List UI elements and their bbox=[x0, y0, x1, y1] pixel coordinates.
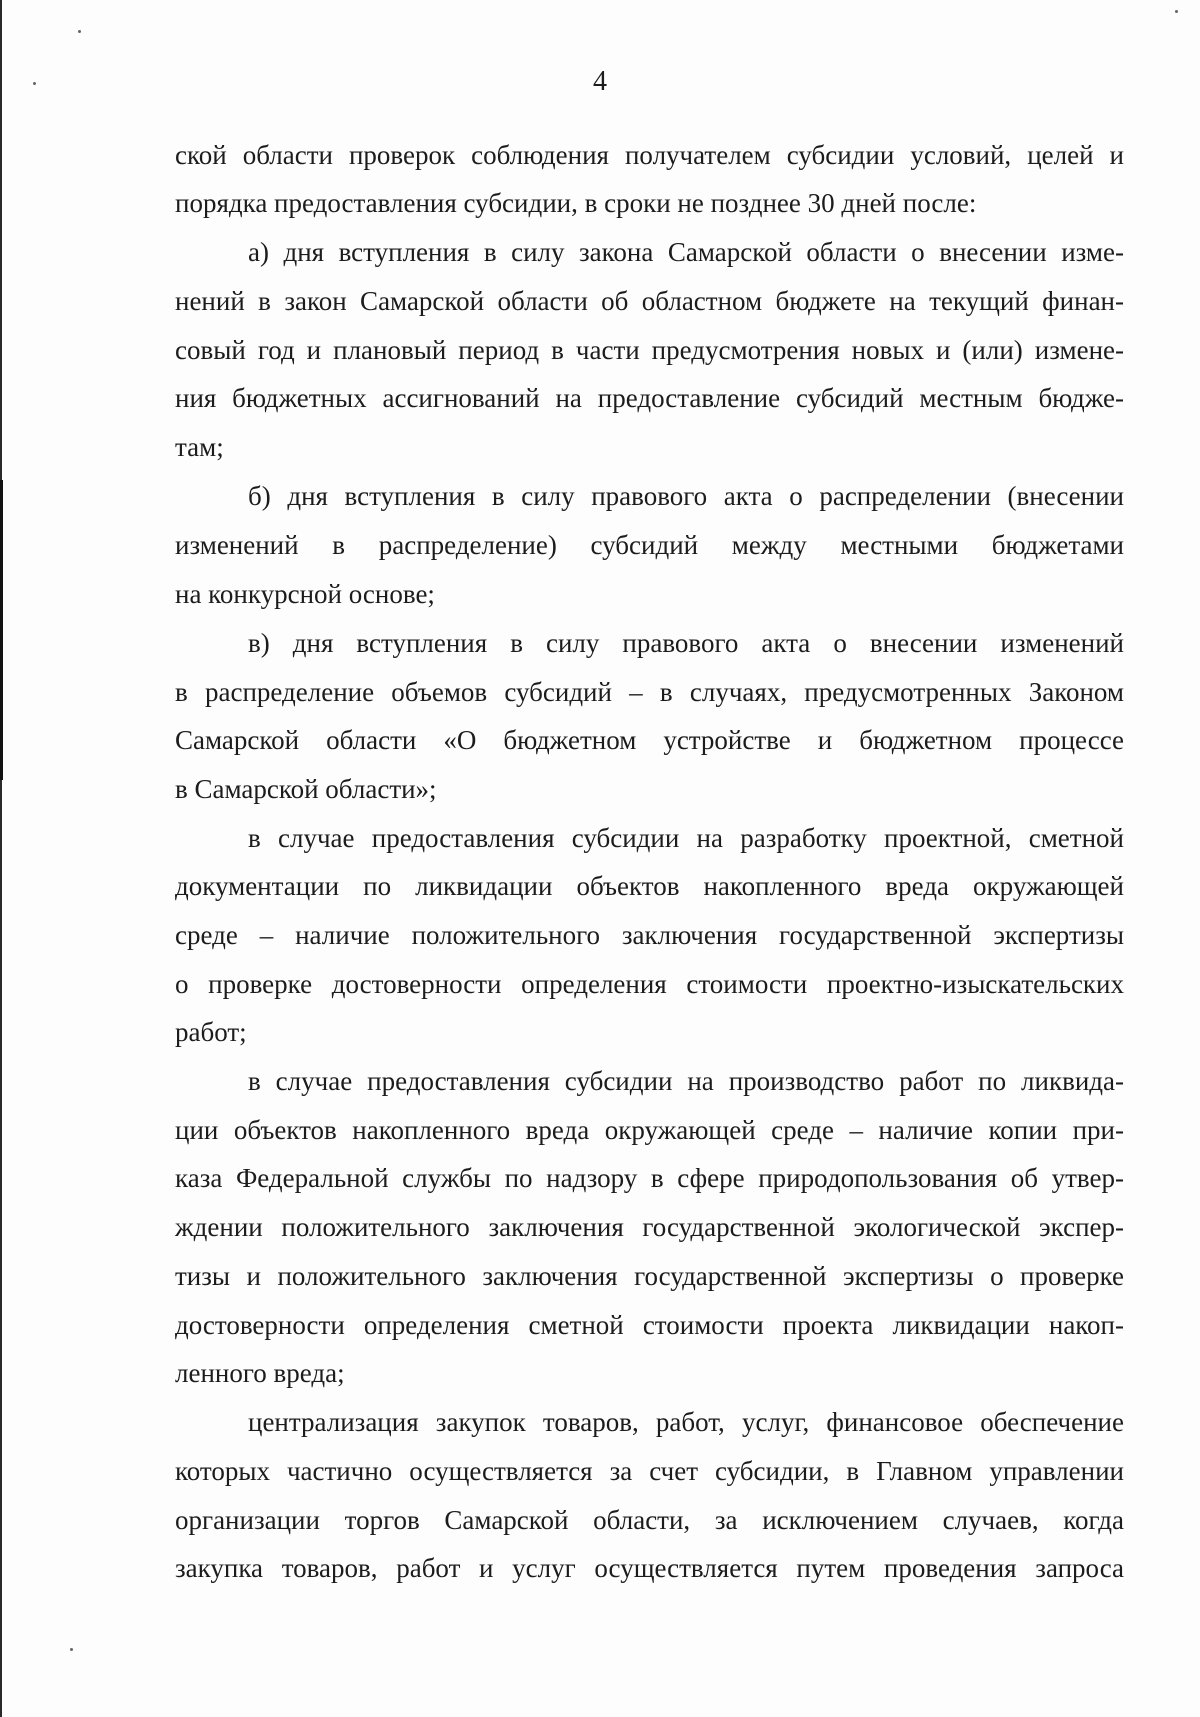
scan-left-edge bbox=[0, 0, 2, 1717]
text-line: которых частично осуществляется за счет субсидии, в Главном управлении bbox=[175, 1456, 1124, 1486]
text-line: ния бюджетных ассигнований на предоставление субсидий местным бюдже- bbox=[175, 383, 1124, 413]
text-line: б) дня вступления в силу правового акта о распределении (внесении bbox=[248, 481, 1124, 511]
text-line: достоверности определения сметной стоимости проекта ликвидации накоп- bbox=[175, 1310, 1124, 1340]
text-line: ждении положительного заключения государственной экологической экспер- bbox=[175, 1212, 1124, 1242]
text-line: среде – наличие положительного заключения государственной экспертизы bbox=[175, 920, 1124, 950]
text-line: Самарской области «О бюджетном устройстве и бюджетном процессе bbox=[175, 725, 1124, 755]
scan-edge-shadow bbox=[0, 480, 3, 780]
text-line: изменений в распределение) субсидий между местными бюджетами bbox=[175, 530, 1124, 560]
text-line: работ; bbox=[175, 1017, 247, 1047]
text-line: на конкурсной основе; bbox=[175, 579, 435, 609]
text-line: тизы и положительного заключения государственной экспертизы о проверке bbox=[175, 1261, 1124, 1291]
scan-speck bbox=[70, 1648, 73, 1651]
scan-speck bbox=[1175, 10, 1178, 13]
text-line: документации по ликвидации объектов накопленного вреда окружающей bbox=[175, 871, 1124, 901]
text-line: нений в закон Самарской области об областном бюджете на текущий финан- bbox=[175, 286, 1124, 316]
text-line: закупка товаров, работ и услуг осуществляется путем проведения запроса bbox=[175, 1553, 1124, 1583]
scan-speck bbox=[78, 30, 81, 33]
text-line: ции объектов накопленного вреда окружающей среде – наличие копии при- bbox=[175, 1115, 1124, 1145]
text-line: централизация закупок товаров, работ, услуг, финансовое обеспечение bbox=[248, 1407, 1124, 1437]
text-line: там; bbox=[175, 432, 224, 462]
text-line: каза Федеральной службы по надзору в сфере природопользования об утвер- bbox=[175, 1163, 1124, 1193]
text-line: в) дня вступления в силу правового акта о внесении изменений bbox=[248, 628, 1124, 658]
page-number: 4 bbox=[593, 66, 607, 97]
text-line: ской области проверок соблюдения получателем субсидии условий, целей и bbox=[175, 140, 1124, 170]
text-line: совый год и плановый период в части предусмотрения новых и (или) измене- bbox=[175, 335, 1124, 365]
text-line: а) дня вступления в силу закона Самарской области о внесении изме- bbox=[248, 237, 1124, 267]
text-line: в случае предоставления субсидии на производство работ по ликвида- bbox=[248, 1066, 1124, 1096]
text-line: порядка предоставления субсидии, в сроки не позднее 30 дней после: bbox=[175, 188, 977, 218]
text-line: организации торгов Самарской области, за исключением случаев, когда bbox=[175, 1505, 1124, 1535]
text-line: ленного вреда; bbox=[175, 1358, 345, 1388]
text-line: о проверке достоверности определения стоимости проектно-изыскательских bbox=[175, 969, 1124, 999]
text-line: в случае предоставления субсидии на разработку проектной, сметной bbox=[248, 823, 1124, 853]
text-line: в распределение объемов субсидий – в случаях, предусмотренных Законом bbox=[175, 677, 1124, 707]
text-line: в Самарской области»; bbox=[175, 774, 437, 804]
